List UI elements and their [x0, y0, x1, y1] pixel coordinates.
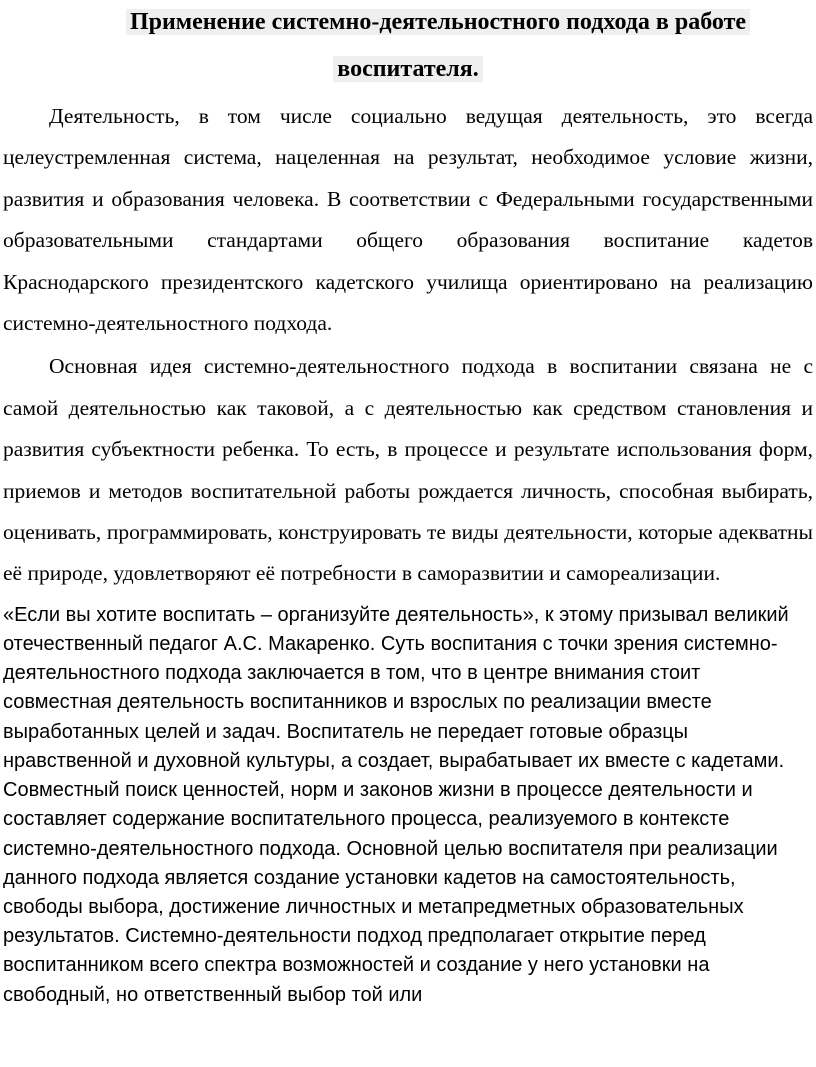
paragraph-1: Деятельность, в том числе социально ведущая деятельность, это всегда целеустремленная система, нацеленная на результат, необходимое условие жизни, развития и образования человека. В соответствии с Федеральными государственными образовательными стандартами общего образования воспитание кадетов Краснодарского президентского кадетского училища ориентировано на реализацию системно-деятельностного подхода.	[3, 104, 813, 336]
body-text	[0, 94, 816, 1010]
title-line-1-text: Применение системно-деятельностного подхода в работе	[126, 9, 750, 35]
paragraph-2: Основная идея системно-деятельностного подхода в воспитании связана не с самой деятельностью как таковой, а с деятельностью как средством становления и развития субъектности ребенка. То есть, в процессе и результате использования форм, приемов и методов воспитательной работы рождается личность, способная выбирать, оценивать, программировать, конструировать те виды деятельности, которые адекватны её природе, удовлетворяют её потребности в саморазвитии и самореализации.	[3, 354, 813, 586]
title-line-1	[0, 0, 816, 44]
title-line-2	[0, 44, 816, 94]
title-line-2-text: воспитателя.	[333, 56, 482, 82]
paragraph-3: «Если вы хотите воспитать – организуйте деятельность», к этому призывал великий отечественный педагог А.С. Макаренко. Суть воспитания с точки зрения системно-деятельностного подхода заключается в том, что в центре внимания стоит совместная деятельность воспитанников и взрослых по реализации вместе выработанных целей и задач. Воспитатель не передает готовые образцы нравственной и духовной культуры, а создает, вырабатывает их вместе с кадетами. Совместный поиск ценностей, норм и законов жизни в процессе деятельности и составляет содержание воспитательного процесса, реализуемого в контексте системно-деятельностного подхода. Основной целью воспитателя при реализации данного подхода является создание установки кадетов на самостоятельность, свободы выбора, достижение личностных и метапредметных образовательных результатов. Системно-деятельности подход предполагает открытие перед воспитанником всего спектра возможностей и создание у него установки на свободный, но ответственный выбор той или	[3, 603, 789, 1006]
document-title	[0, 0, 816, 94]
